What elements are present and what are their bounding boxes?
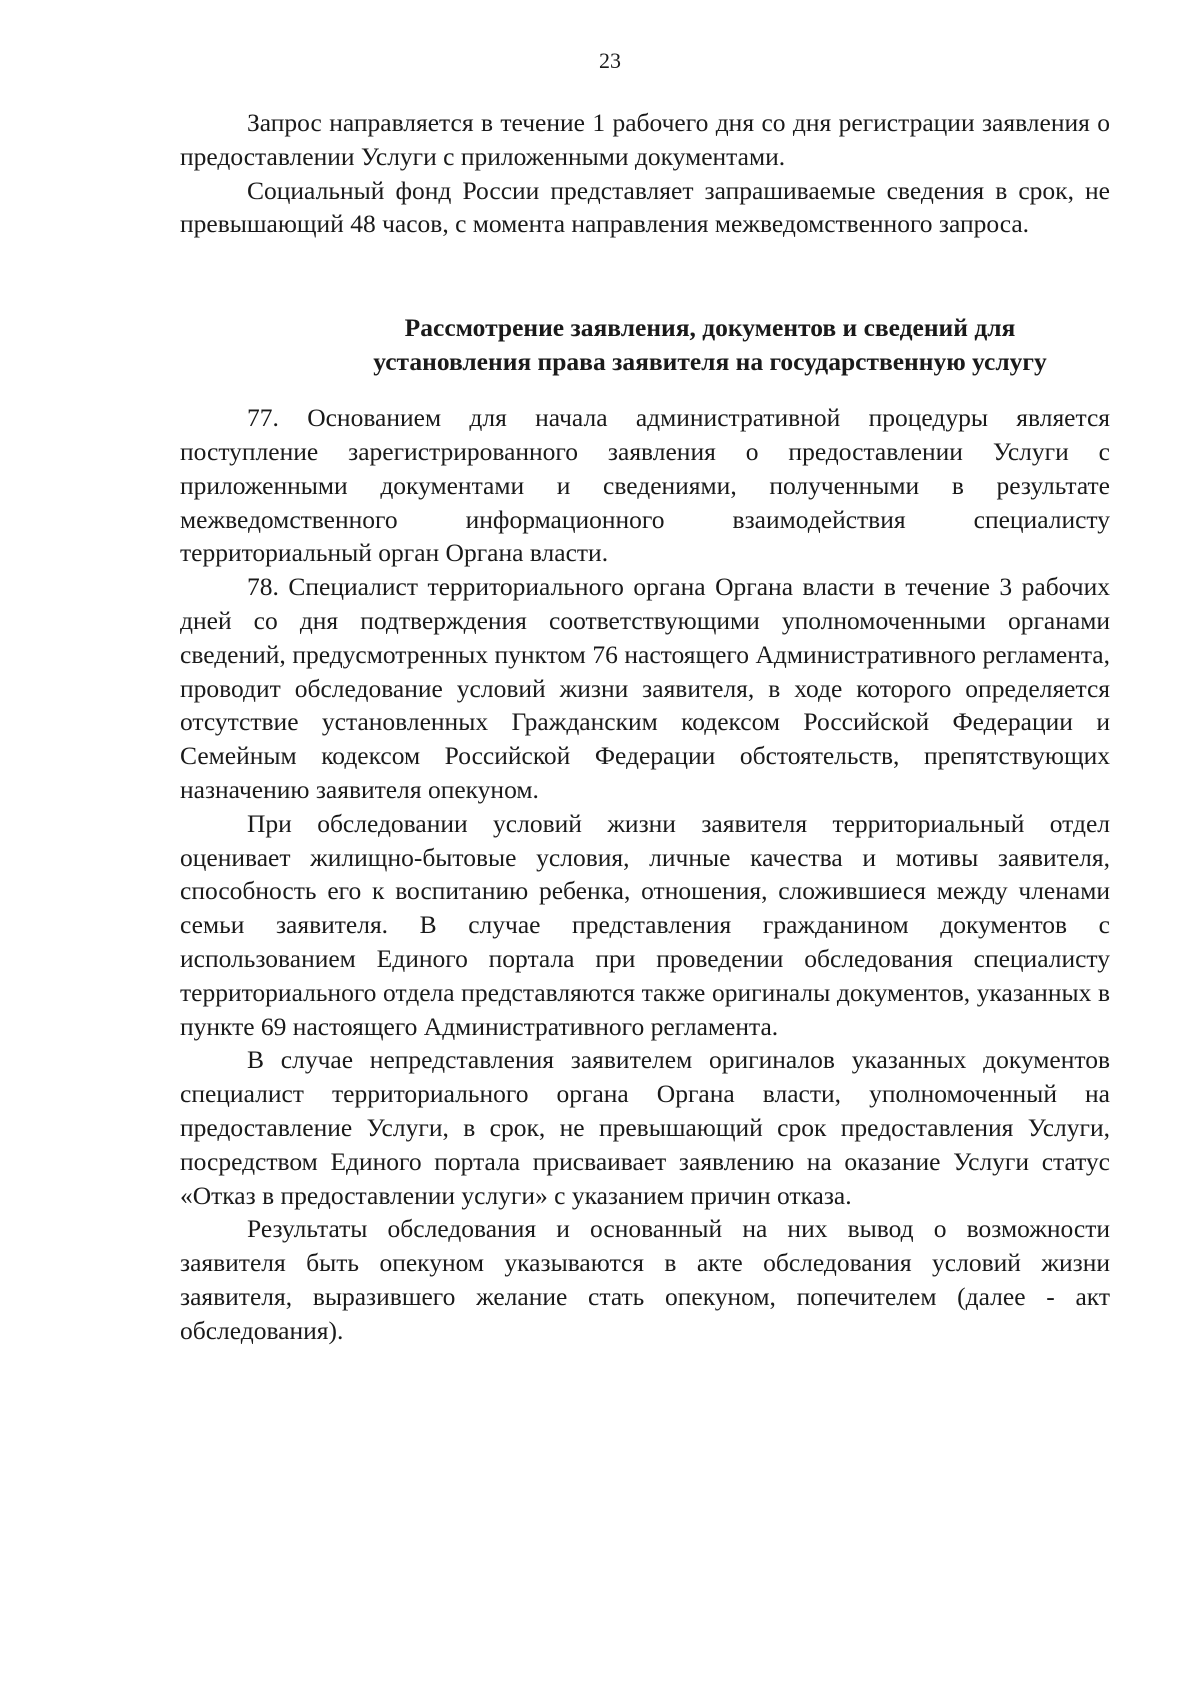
document-body	[180, 106, 1110, 1348]
section-heading-line-2: установления права заявителя на государственную услугу	[373, 347, 1047, 377]
paragraph-item-78: 78. Специалист территориального органа Органа власти в течение 3 рабочих дней со дня подтверждения соответствующими уполномоченными органами сведений, предусмотренных пунктом 76 настоящего Административного регламента, проводит обследование условий жизни заявителя, в ходе которого определяется отсутствие установленных Гражданским кодексом Российской Федерации и Семейным кодексом Российской Федерации обстоятельств, препятствующих назначению заявителя опекуном.	[180, 572, 1110, 804]
section-heading-line-1: Рассмотрение заявления, документов и сведений для	[404, 313, 1016, 343]
spacer	[180, 241, 1110, 311]
paragraph-item-77: 77. Основанием для начала административной процедуры является поступление зарегистрированного заявления о предоставлении Услуги с приложенными документами и сведениями, полученными в результате межведомственного информационного взаимодействия специалисту территориальный орган Органа власти.	[180, 403, 1110, 568]
page-number: 23	[599, 48, 621, 73]
paragraph-refusal: В случае непредставления заявителем оригиналов указанных документов специалист территориального органа Органа власти, уполномоченный на предоставление Услуги, в срок, не превышающий срок предоставления Услуги, посредством Единого портала присваивает заявлению на оказание Услуги статус «Отказ в предоставлении услуги» с указанием причин отказа.	[180, 1045, 1110, 1210]
paragraph-inspection-results: Результаты обследования и основанный на них вывод о возможности заявителя быть опекуном указываются в акте обследования условий жизни заявителя, выразившего желание стать опекуном, попечителем (далее - акт обследования).	[180, 1214, 1110, 1345]
paragraph-request-timing: Запрос направляется в течение 1 рабочего дня со дня регистрации заявления о предоставлении Услуги с приложенными документами.	[180, 108, 1110, 171]
paragraph-social-fund-response: Социальный фонд России представляет запрашиваемые сведения в срок, не превышающий 48 часов, с момента направления межведомственного запроса.	[180, 175, 1110, 239]
section-heading	[180, 311, 1110, 379]
spacer	[180, 379, 1110, 401]
paragraph-living-conditions: При обследовании условий жизни заявителя территориальный отдел оценивает жилищно-бытовые условия, личные качества и мотивы заявителя, способность его к воспитанию ребенка, отношения, сложившиеся между членами семьи заявителя. В случае представления гражданином документов с использованием Единого портала при проведении обследования специалисту территориального отдела представляются также оригиналы документов, указанных в пункте 69 настоящего Административного регламента.	[180, 808, 1110, 1041]
